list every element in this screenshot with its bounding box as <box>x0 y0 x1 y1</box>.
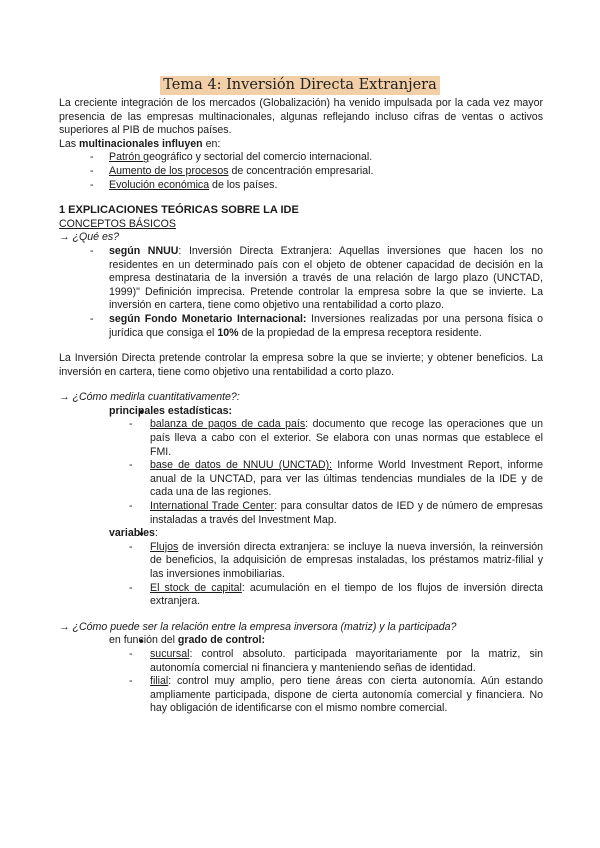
list-item-text: eográfico y sectorial del comercio internacional. <box>149 151 373 164</box>
list-item-text: de los países. <box>209 178 278 191</box>
list-item <box>59 459 543 500</box>
list-item-term: Patrón g <box>109 151 150 164</box>
vars-list <box>59 541 543 609</box>
definition-text: : Inversión Directa Extranjera: Aquellas inversiones que hacen los no residentes en un determinado país con el objeto de obtener capacidad de decisión en la empresa destinataria de la inversión a través de una relación de largo plazo (UNCTAD, 1999)" Definición imprecisa. Pretende controlar la empresa sobre la que se invierte. La inversión en cartera, tiene como objetivo una rentabilidad a corto plazo. <box>109 244 543 312</box>
stats-list <box>59 418 543 527</box>
list-item <box>59 418 543 459</box>
vars-label-row <box>109 527 543 541</box>
page-title: Tema 4: Inversión Directa Extranjera <box>160 76 440 95</box>
list-item <box>59 527 543 609</box>
influence-suffix: en: <box>202 137 221 150</box>
list-item-text: : control absoluto. participada mayoritariamente por la matriz, sin autonomía comercial ni financiera y manteniendo señas de identidad. <box>150 647 543 674</box>
vars-label: variables <box>109 527 155 540</box>
list-item-text: : para consultar datos de IED y de número de empresas instaladas a través del Investment Map. <box>150 500 543 526</box>
question-what: → ¿Qué es? <box>59 231 120 244</box>
definition-text-end: de la propiedad de la empresa receptora residente. <box>238 326 482 339</box>
list-item-text: de inversión directa extranjera: se incluye la nueva inversión, la reinversión de beneficios, la adquisición de empresas instaladas, los préstamos matriz-filial y las inversiones inmobiliarias. <box>150 540 543 580</box>
list-item <box>59 541 543 582</box>
title-row <box>0 76 600 95</box>
list-item-term: balanza de pagos de cada país <box>150 418 306 431</box>
spacer <box>59 340 543 352</box>
list-item-text: de concentración empresarial. <box>228 164 374 177</box>
question-relation: → ¿Cómo puede ser la relación entre la empresa inversora (matriz) y la participada? <box>59 620 457 633</box>
control-list <box>59 648 543 716</box>
stats-label: ● principales estadísticas: <box>109 405 543 419</box>
section-heading: 1 EXPLICACIONES TEÓRICAS SOBRE LA IDE <box>59 204 299 217</box>
measure-list <box>59 405 543 609</box>
summary-paragraph: La Inversión Directa pretende controlar la empresa sobre la que se invierte; y obtener beneficios. La inversión en cartera, tiene como objetivo una rentabilidad a corto plazo. <box>59 352 543 378</box>
spacer <box>59 609 543 621</box>
list-item-text: Informe World Investment Report, informe anual de la UNCTAD, para ver las últimas tendencias mundiales de la IDE y de cada una de las regiones. <box>150 459 544 499</box>
list-item-term: Aumento de los procesos <box>109 164 229 177</box>
list-item <box>59 151 543 165</box>
list-item-term: El stock de capital <box>150 581 242 594</box>
list-item <box>59 500 543 527</box>
control-label: grado de control: <box>177 634 266 647</box>
question-measure: → ¿Cómo medirla cuantitativamente?: <box>59 391 240 404</box>
list-item-term: base de datos de NNUU (UNCTAD): <box>150 459 333 472</box>
section-subheading: CONCEPTOS BÁSICOS <box>59 217 176 230</box>
list-item <box>59 582 543 609</box>
spacer <box>59 379 543 391</box>
relation-list <box>59 634 543 716</box>
influence-bold: multinacionales influyen <box>79 137 203 150</box>
list-item <box>59 245 543 313</box>
definition-source: según Fondo Monetario Internacional: <box>109 312 307 325</box>
list-item-term: filial <box>150 675 169 688</box>
definitions-list <box>59 245 543 340</box>
list-item <box>59 179 543 193</box>
list-item <box>59 675 543 716</box>
spacer <box>59 192 543 204</box>
list-item-term: sucursal <box>150 647 190 660</box>
list-item-term: Flujos <box>150 540 179 553</box>
vars-colon: : <box>154 527 158 540</box>
definition-percent: 10% <box>217 326 239 339</box>
list-item-term: International Trade Center <box>150 500 275 513</box>
list-item-text: : documento que recoge las operaciones que un país lleva a cabo con el exterior. Se elabora con unas normas que establece el FMI. <box>150 418 543 458</box>
definition-text: Inversiones realizadas por una persona física o jurídica que consiga el <box>109 312 543 339</box>
control-prefix: en función del <box>109 634 178 647</box>
definition-source: según NNUU <box>109 244 179 257</box>
list-item-text: : acumulación en el tiempo de los flujos de inversión directa extranjera. <box>150 581 543 608</box>
influence-line <box>59 138 543 152</box>
list-item <box>59 405 543 527</box>
list-item <box>59 648 543 675</box>
influence-prefix: Las <box>59 137 80 150</box>
list-item <box>59 165 543 179</box>
intro-paragraph: La creciente integración de los mercados (Globalización) ha venido impulsada por la cada vez mayor presencia de las empresas multinacionales, algunas reflejando incluso cifras de ventas o activos superiores al PIB de muchos países. <box>59 97 543 137</box>
control-label-row <box>109 634 543 648</box>
list-item-term: Evolución económica <box>109 178 210 191</box>
list-item <box>59 313 543 340</box>
list-item <box>59 634 543 716</box>
document-body <box>59 97 543 716</box>
influence-list <box>59 151 543 192</box>
list-item-text: : control muy amplio, pero tiene áreas con cierta autonomía. Aún estando ampliamente participada, dispone de cierta autonomía comercial y financiera. No hay obligación de identificarse con el mismo nombre comercial. <box>150 675 543 715</box>
